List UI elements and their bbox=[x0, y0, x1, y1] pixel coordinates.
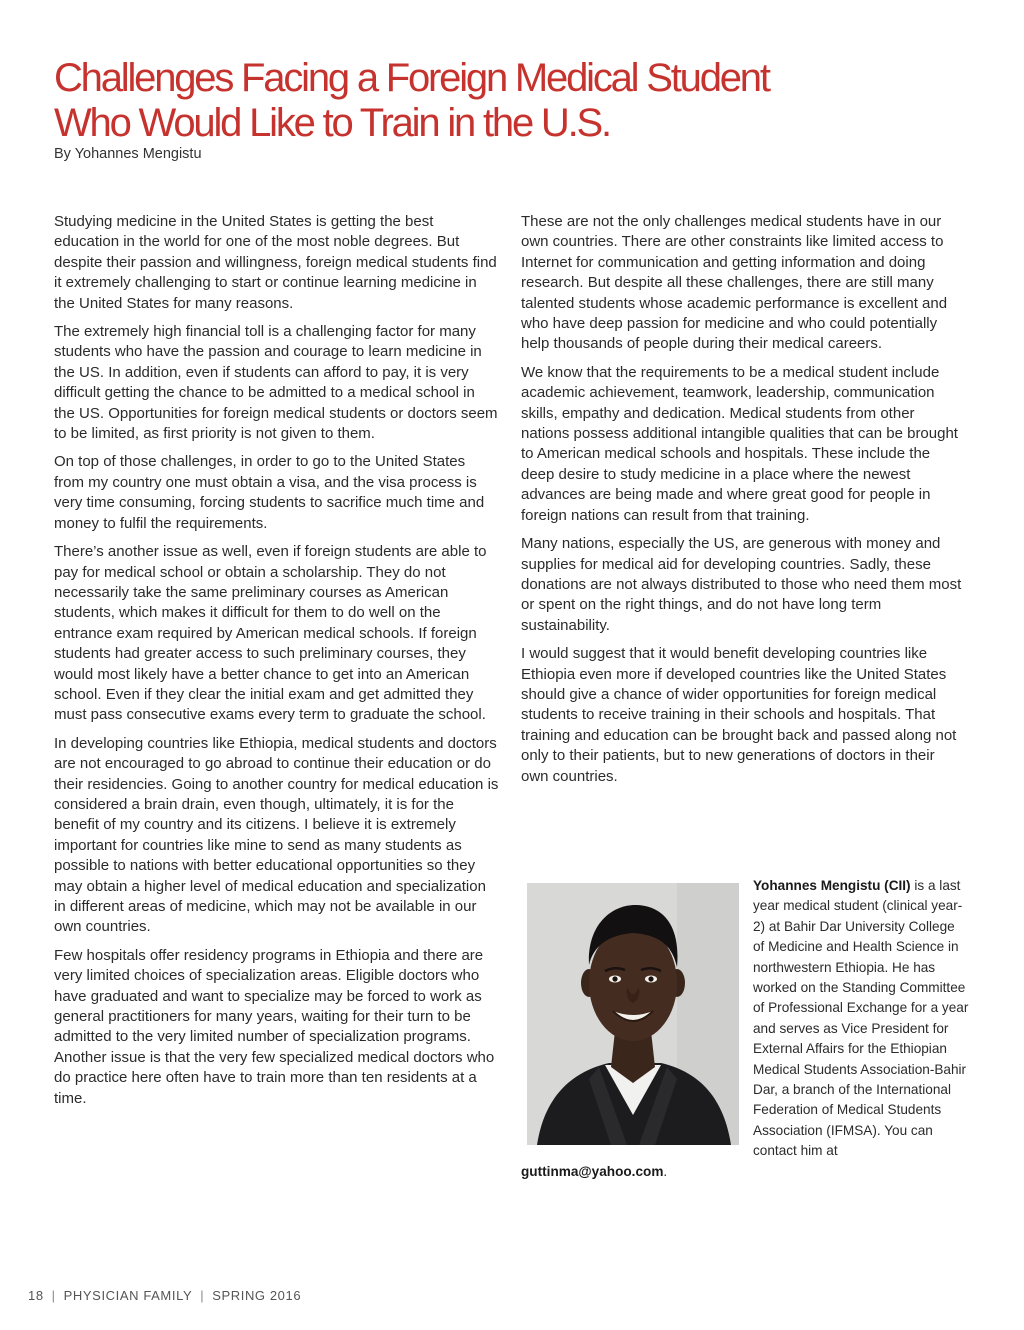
bio-end: . bbox=[663, 1163, 668, 1179]
paragraph: Studying medicine in the United States is getting the best education in the world for one of the most noble degrees. But despite their passion and willingness, foreign medical students find it extremely challenging to start or continue learning medicine in the United States for many reasons. bbox=[54, 213, 497, 312]
paragraph: We know that the requirements to be a medical student include academic achievement, teamwork, leadership, communication skills, empathy and dedication. Medical students from other nations possess additional intangible qualities that can be brought to American medical schools and hospitals. These include the deep desire to study medicine in a place where the newest advances are being made and where great good for people in foreign nations can result from that training. bbox=[521, 363, 958, 524]
paragraph: I would suggest that it would benefit developing countries like Ethiopia even more if developed countries like the United States should give a chance of wider opportunities for foreign medical students to receive training in their schools and hospitals. That training and education can be brought back and passed along not only to their patients, but to new generations of doctors in their own countries. bbox=[521, 645, 957, 785]
page-footer bbox=[28, 1288, 301, 1303]
author-photo bbox=[527, 883, 739, 1145]
paragraph: Few hospitals offer residency programs in Ethiopia and there are very limited choices of specialization areas. Eligible doctors who have graduated and want to specialize may be forced to work as general practitioners for many years, waiting for their turn to be admitted to the very limited number of specialization programs. Another issue is that the very few specialized medical doctors who do practice here often have to train more than ten residents at a time. bbox=[54, 946, 495, 1107]
article-title bbox=[54, 56, 994, 146]
author-bio-text: is a last year medical student (clinical year-2) at Bahir Dar University College of Medicine and Health Science in northwestern Ethiopia. He has worked on the Standing Committee of Professional Exchange for a year and serves as Vice President for External Affairs for the Ethiopian Medical Students Association-Bahir Dar, a branch of the International Federation of Medical Students Association (IFMSA). You can contact him at bbox=[753, 878, 969, 1159]
byline: By Yohannes Mengistu bbox=[54, 146, 202, 162]
author-name: Yohannes Mengistu (CII) bbox=[753, 878, 911, 893]
left-column bbox=[54, 212, 499, 1117]
page-number: 18 bbox=[28, 1288, 44, 1303]
paragraph: On top of those challenges, in order to go to the United States from my country one must obtain a visa, and the visa process is very time consuming, forcing students to sacrifice much time and money to fulfil the requirements. bbox=[54, 453, 485, 532]
paragraph: These are not the only challenges medical students have in our own countries. There are other constraints like limited access to Internet for communication and getting information and doing research. But despite all these challenges, there are still many talented students whose academic performance is excellent and who have deep passion for medicine and who could potentially help thousands of people during their medical careers. bbox=[521, 213, 948, 353]
paragraph: The extremely high financial toll is a challenging factor for many students who have the passion and courage to learn medicine in the US. In addition, even if students can afford to pay, it is very difficult getting the chance to be admitted to a medical school in the US. Opportunities for foreign medical students or doctors seem to be limited, as first priority is not given to them. bbox=[54, 323, 498, 443]
author-bio bbox=[521, 876, 969, 1182]
paragraph: Many nations, especially the US, are generous with money and supplies for medical aid for developing countries. Sadly, these donations are not always distributed to those who need them most or spent on the right things, and do not have long term sustainability. bbox=[521, 535, 962, 634]
paragraph: In developing countries like Ethiopia, medical students and doctors are not encouraged to go abroad to continue their education or do their residencies. Going to another country for medical education is considered a brain drain, even though, ultimately, it is for the benefit of my country and its citizens. I believe it is extremely important for countries like mine to send as many students as possible to nations with better educational opportunities so they may obtain a higher level of medical education and specialization in different areas of medicine, which may not be available in our own countries. bbox=[54, 734, 499, 936]
right-column bbox=[521, 212, 966, 795]
footer-divider: | bbox=[200, 1288, 205, 1303]
footer-divider: | bbox=[51, 1288, 56, 1303]
paragraph: There’s another issue as well, even if foreign students are able to pay for medical school or obtain a scholarship. They do not necessarily take the same preliminary courses as American students, which makes it difficult for them to do well on the entrance exam required by American medical schools. If foreign students had greater access to such preliminary courses, they would most likely have a better chance to get into an American school. Even if they clear the initial exam and get admitted they must pass consecutive exams every term to graduate the school. bbox=[54, 543, 487, 724]
author-email-link[interactable]: guttinma@yahoo.com bbox=[521, 1163, 664, 1179]
author-portrait-image bbox=[527, 883, 739, 1145]
article-title-line-1: Challenges Facing a Foreign Medical Student bbox=[54, 56, 769, 100]
article-title-line-2: Who Would Like to Train in the U.S. bbox=[54, 101, 610, 145]
magazine-name: PHYSICIAN FAMILY bbox=[63, 1288, 193, 1303]
issue-date: SPRING 2016 bbox=[212, 1288, 302, 1303]
